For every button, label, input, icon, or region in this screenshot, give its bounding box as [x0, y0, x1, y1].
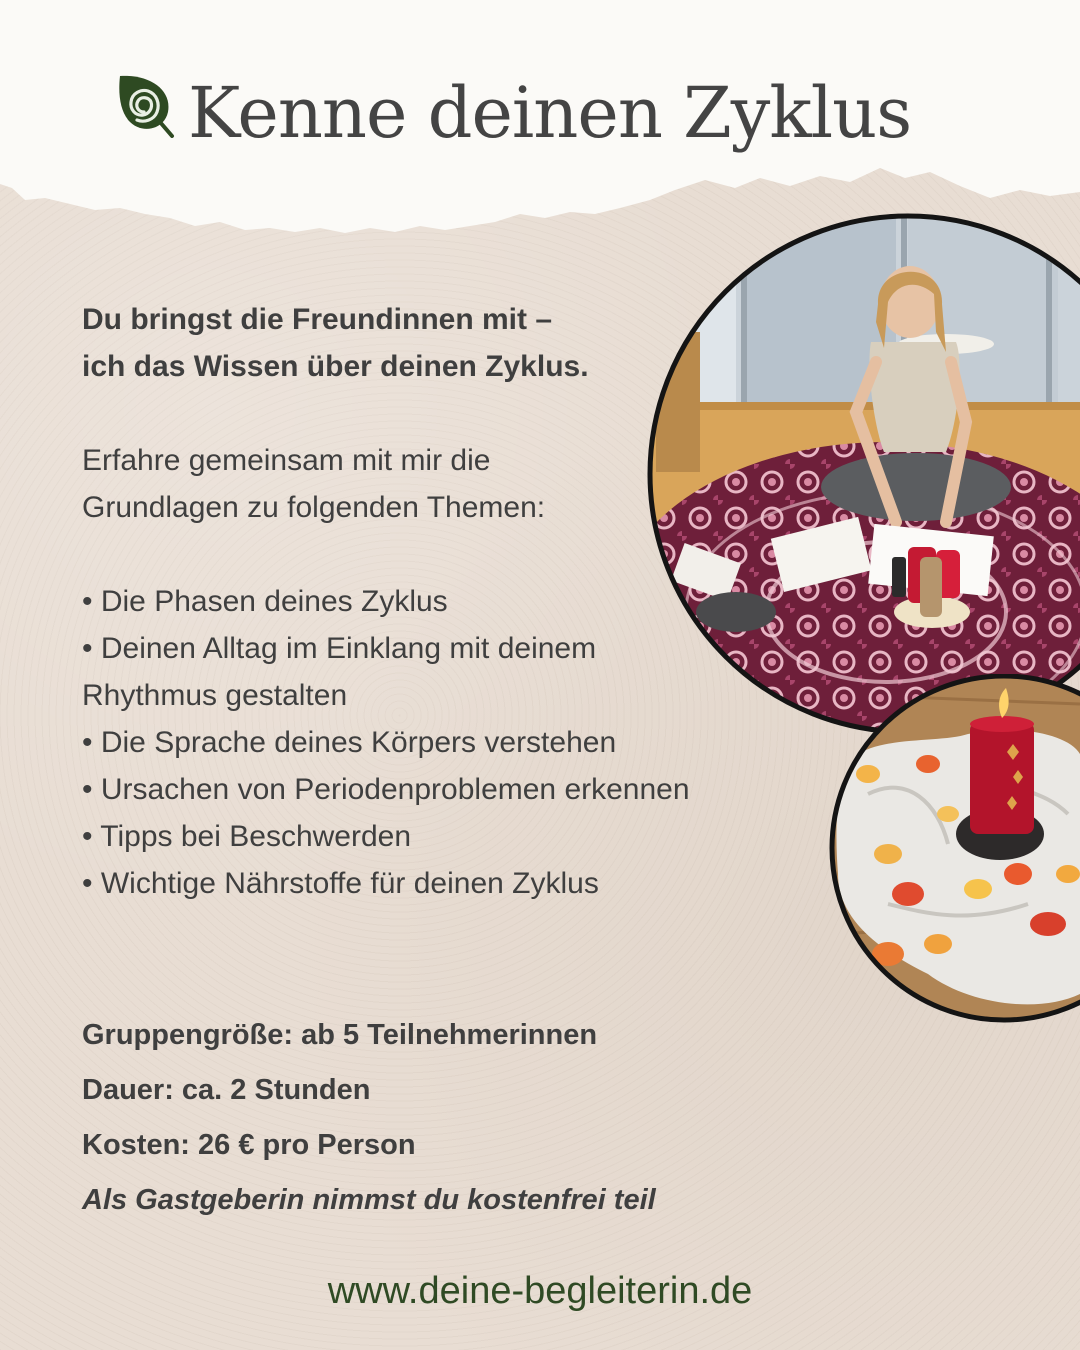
topic-item: • Ursachen von Periodenproblemen erkennen [82, 773, 690, 806]
lead-line-1: Du bringst die Freundinnen mit – [82, 303, 553, 336]
details-block [82, 1008, 762, 1228]
topic-list [82, 578, 692, 907]
website-link[interactable]: www.deine-begleiterin.de [327, 1270, 753, 1312]
workshop-photo [646, 212, 1080, 736]
main-content [82, 296, 692, 907]
host-note-text: Als Gastgeberin nimmst du kostenfrei teil [82, 1184, 656, 1216]
spiral-leaf-icon [116, 72, 176, 138]
intro-line-2: Grundlagen zu folgenden Themen: [82, 491, 546, 524]
candle-photo [828, 674, 1080, 1026]
topic-item: • Wichtige Nährstoffe für deinen Zyklus [82, 867, 599, 900]
intro-line-1: Erfahre gemeinsam mit mir die [82, 444, 491, 477]
intro-text [82, 437, 692, 531]
topic-item: • Die Phasen deines Zyklus [82, 585, 448, 618]
lead-text [82, 296, 692, 390]
topic-item: • Tipps bei Beschwerden [82, 820, 412, 853]
topic-item: • Die Sprache deines Körpers verstehen [82, 726, 617, 759]
topic-item: • Deinen Alltag im Einklang mit deinem Rhythmus gestalten [82, 632, 597, 712]
page-title: Kenne deinen Zyklus [188, 72, 912, 154]
cost-text: Kosten: 26 € pro Person [82, 1129, 416, 1161]
group-size-text: Gruppengröße: ab 5 Teilnehmerinnen [82, 1019, 598, 1051]
duration-text: Dauer: ca. 2 Stunden [82, 1074, 371, 1106]
lead-line-2: ich das Wissen über deinen Zyklus. [82, 350, 589, 383]
